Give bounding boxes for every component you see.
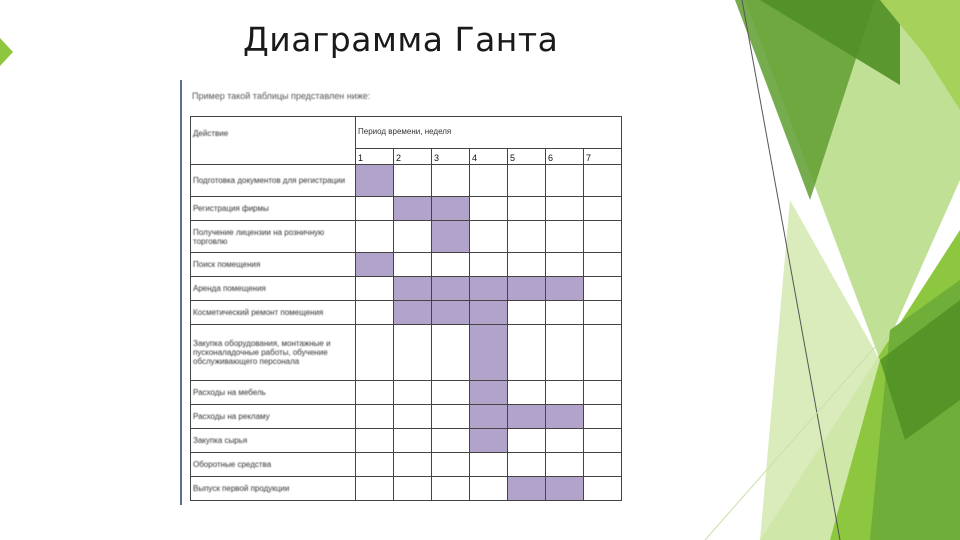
- gantt-empty-cell: [508, 301, 546, 325]
- gantt-bar-cell: [470, 277, 508, 301]
- gantt-empty-cell: [432, 165, 470, 197]
- gantt-header-row: [191, 117, 622, 149]
- gantt-bar-cell: [470, 429, 508, 453]
- gantt-empty-cell: [470, 253, 508, 277]
- green-decoration: [700, 0, 960, 540]
- gantt-empty-cell: [356, 405, 394, 429]
- gantt-task-row: [191, 325, 622, 381]
- gantt-empty-cell: [356, 429, 394, 453]
- week-number: 3: [432, 149, 470, 165]
- gantt-empty-cell: [432, 325, 470, 381]
- week-number: 2: [394, 149, 432, 165]
- gantt-empty-cell: [508, 197, 546, 221]
- document-intro-text: Пример такой таблицы представлен ниже:: [192, 91, 371, 101]
- gantt-empty-cell: [508, 325, 546, 381]
- document-margin-line: [180, 80, 182, 505]
- gantt-bar-cell: [470, 405, 508, 429]
- gantt-empty-cell: [584, 453, 622, 477]
- gantt-bar-cell: [508, 405, 546, 429]
- task-label: Косметический ремонт помещения: [191, 301, 356, 325]
- gantt-empty-cell: [432, 453, 470, 477]
- gantt-bar-cell: [470, 301, 508, 325]
- gantt-empty-cell: [470, 453, 508, 477]
- gantt-empty-cell: [508, 165, 546, 197]
- gantt-task-row: [191, 165, 622, 197]
- task-label: Получение лицензии на розничную торговлю: [191, 221, 356, 253]
- gantt-task-row: [191, 253, 622, 277]
- gantt-task-row: [191, 197, 622, 221]
- gantt-bar-cell: [470, 325, 508, 381]
- gantt-task-row: [191, 477, 622, 501]
- task-label: Подготовка документов для регистрации: [191, 165, 356, 197]
- gantt-bar-cell: [394, 277, 432, 301]
- gantt-empty-cell: [356, 221, 394, 253]
- gantt-empty-cell: [508, 429, 546, 453]
- gantt-bar-cell: [432, 277, 470, 301]
- gantt-empty-cell: [546, 165, 584, 197]
- left-arrow-decoration: [0, 0, 14, 540]
- gantt-empty-cell: [470, 477, 508, 501]
- gantt-task-row: [191, 453, 622, 477]
- slide-title: Диаграмма Ганта: [243, 20, 559, 59]
- period-header: Период времени, неделя: [356, 117, 622, 149]
- gantt-empty-cell: [546, 381, 584, 405]
- gantt-bar-cell: [546, 405, 584, 429]
- gantt-empty-cell: [584, 381, 622, 405]
- gantt-empty-cell: [584, 197, 622, 221]
- gantt-empty-cell: [356, 301, 394, 325]
- gantt-empty-cell: [394, 253, 432, 277]
- gantt-bar-cell: [508, 477, 546, 501]
- gantt-empty-cell: [584, 221, 622, 253]
- gantt-empty-cell: [546, 221, 584, 253]
- week-number: 1: [356, 149, 394, 165]
- gantt-empty-cell: [394, 477, 432, 501]
- gantt-empty-cell: [432, 381, 470, 405]
- gantt-bar-cell: [432, 197, 470, 221]
- gantt-empty-cell: [394, 165, 432, 197]
- task-label: Закупка сырья: [191, 429, 356, 453]
- gantt-empty-cell: [356, 277, 394, 301]
- gantt-bar-cell: [432, 221, 470, 253]
- gantt-empty-cell: [546, 325, 584, 381]
- gantt-bar-cell: [394, 301, 432, 325]
- gantt-empty-cell: [394, 325, 432, 381]
- gantt-empty-cell: [584, 325, 622, 381]
- week-number: 7: [584, 149, 622, 165]
- task-label: Поиск помещения: [191, 253, 356, 277]
- gantt-empty-cell: [394, 429, 432, 453]
- task-label: Закупка оборудования, монтажные и пусконаладочные работы, обучение обслуживающего персонала: [191, 325, 356, 381]
- gantt-bar-cell: [546, 277, 584, 301]
- gantt-empty-cell: [356, 381, 394, 405]
- gantt-empty-cell: [584, 253, 622, 277]
- gantt-empty-cell: [584, 429, 622, 453]
- gantt-empty-cell: [546, 301, 584, 325]
- gantt-empty-cell: [508, 221, 546, 253]
- gantt-empty-cell: [432, 253, 470, 277]
- gantt-empty-cell: [546, 453, 584, 477]
- gantt-bar-cell: [356, 253, 394, 277]
- gantt-empty-cell: [584, 477, 622, 501]
- gantt-empty-cell: [394, 221, 432, 253]
- gantt-empty-cell: [356, 477, 394, 501]
- gantt-empty-cell: [356, 197, 394, 221]
- gantt-task-row: [191, 381, 622, 405]
- task-label: Расходы на рекламу: [191, 405, 356, 429]
- gantt-bar-cell: [546, 477, 584, 501]
- task-label: Оборотные средства: [191, 453, 356, 477]
- gantt-task-row: [191, 221, 622, 253]
- task-label: Расходы на мебель: [191, 381, 356, 405]
- gantt-task-row: [191, 301, 622, 325]
- gantt-empty-cell: [546, 253, 584, 277]
- gantt-empty-cell: [584, 165, 622, 197]
- action-column-header: Действие: [191, 117, 356, 165]
- gantt-bar-cell: [470, 381, 508, 405]
- gantt-empty-cell: [470, 221, 508, 253]
- gantt-empty-cell: [432, 477, 470, 501]
- gantt-task-row: [191, 277, 622, 301]
- task-label: Аренда помещения: [191, 277, 356, 301]
- gantt-empty-cell: [546, 197, 584, 221]
- gantt-empty-cell: [394, 405, 432, 429]
- gantt-empty-cell: [394, 381, 432, 405]
- task-label: Регистрация фирмы: [191, 197, 356, 221]
- task-label: Выпуск первой продукции: [191, 477, 356, 501]
- gantt-empty-cell: [432, 405, 470, 429]
- gantt-empty-cell: [394, 453, 432, 477]
- gantt-task-row: [191, 429, 622, 453]
- gantt-empty-cell: [508, 381, 546, 405]
- gantt-bar-cell: [394, 197, 432, 221]
- gantt-empty-cell: [546, 429, 584, 453]
- gantt-bar-cell: [508, 277, 546, 301]
- week-number: 5: [508, 149, 546, 165]
- gantt-empty-cell: [508, 453, 546, 477]
- gantt-empty-cell: [432, 429, 470, 453]
- gantt-empty-cell: [508, 253, 546, 277]
- gantt-empty-cell: [584, 405, 622, 429]
- gantt-task-row: [191, 405, 622, 429]
- gantt-table: [190, 116, 622, 501]
- gantt-empty-cell: [356, 325, 394, 381]
- gantt-empty-cell: [470, 197, 508, 221]
- gantt-empty-cell: [356, 453, 394, 477]
- gantt-empty-cell: [584, 277, 622, 301]
- week-number: 4: [470, 149, 508, 165]
- week-number: 6: [546, 149, 584, 165]
- gantt-bar-cell: [432, 301, 470, 325]
- gantt-bar-cell: [356, 165, 394, 197]
- gantt-empty-cell: [584, 301, 622, 325]
- gantt-empty-cell: [470, 165, 508, 197]
